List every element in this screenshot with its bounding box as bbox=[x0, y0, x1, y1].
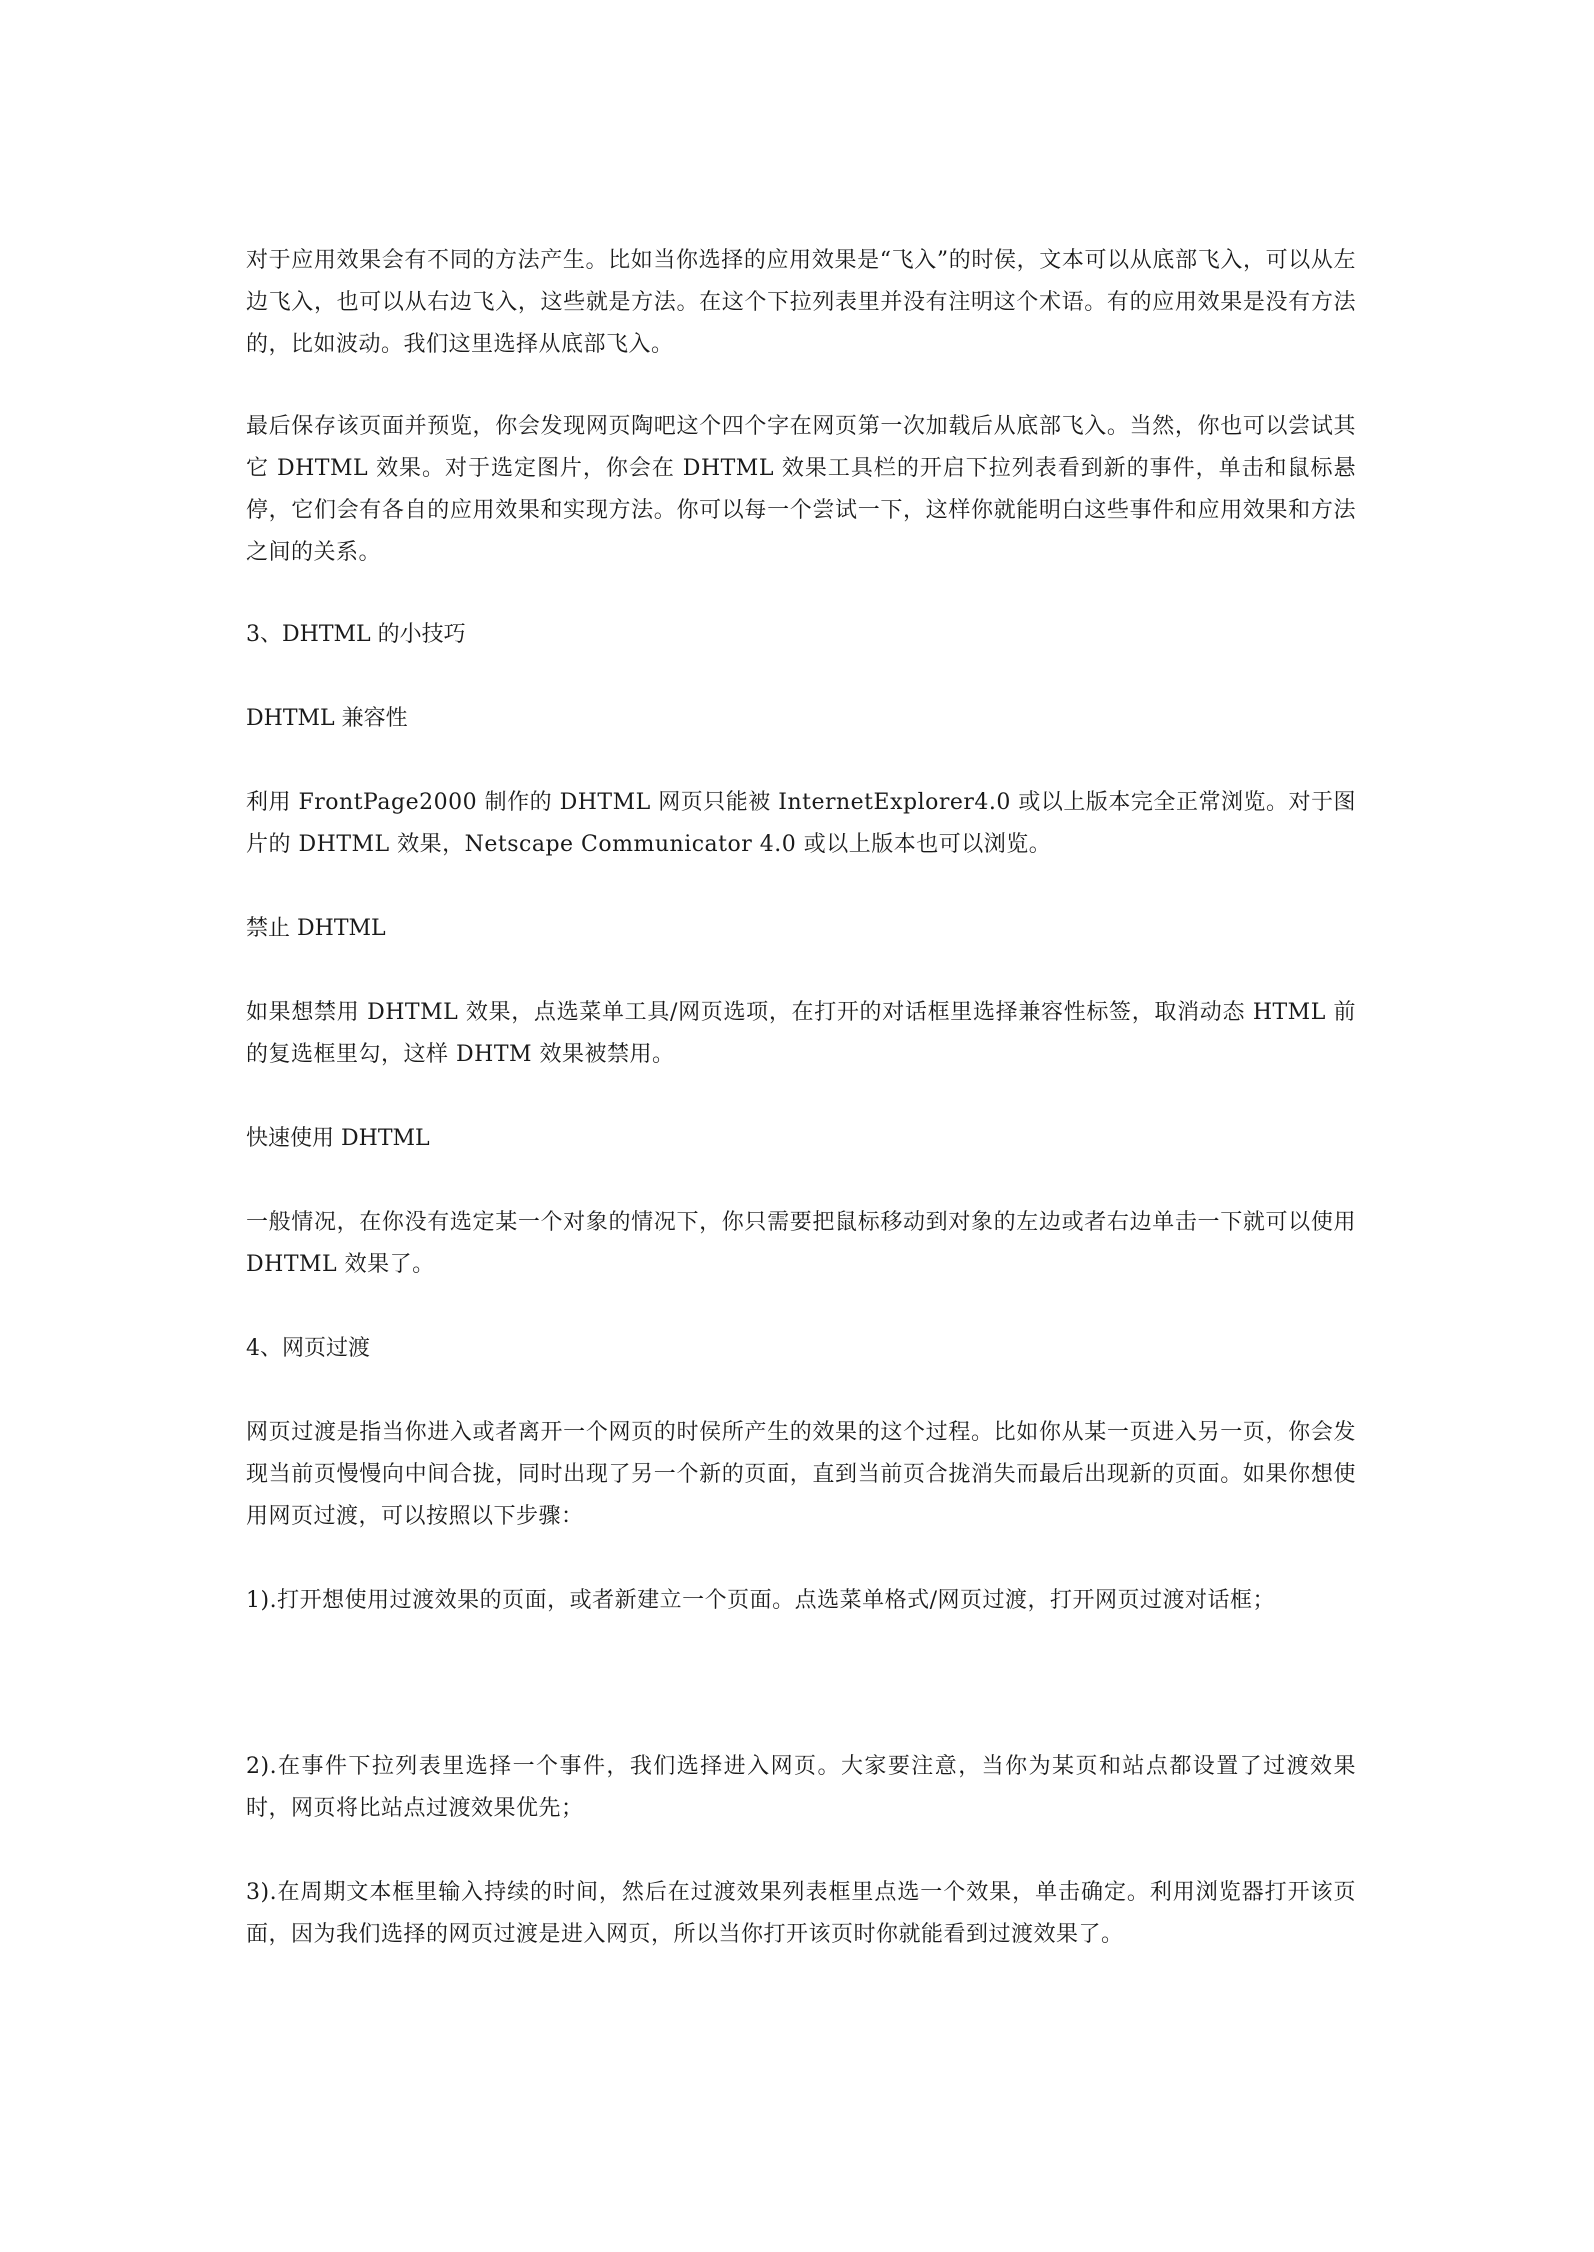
heading-dhtml-tips: 3、DHTML 的小技巧 bbox=[246, 622, 466, 647]
paragraph-quick-dhtml: 一般情况，在你没有选定某一个对象的情况下，你只需要把鼠标移动到对象的左边或者右边单击一下就可以使用 DHTML 效果了。 bbox=[246, 1210, 1356, 1277]
paragraph-disable-dhtml: 如果想禁用 DHTML 效果，点选菜单工具/网页选项，在打开的对话框里选择兼容性标签，取消动态 HTML 前的复选框里勾，这样 DHTM 效果被禁用。 bbox=[246, 1000, 1356, 1067]
heading-disable-dhtml: 禁止 DHTML bbox=[246, 916, 386, 941]
document-body bbox=[246, 240, 1356, 1956]
heading-dhtml-compat: DHTML 兼容性 bbox=[246, 706, 408, 731]
heading-quick-dhtml: 快速使用 DHTML bbox=[246, 1126, 430, 1151]
paragraph-step-2: 2).在事件下拉列表里选择一个事件，我们选择进入网页。大家要注意，当你为某页和站点都设置了过渡效果时，网页将比站点过渡效果优先； bbox=[246, 1754, 1356, 1821]
paragraph-step-1: 1).打开想使用过渡效果的页面，或者新建立一个页面。点选菜单格式/网页过渡，打开网页过渡对话框； bbox=[246, 1588, 1275, 1613]
paragraph-save-preview: 最后保存该页面并预览，你会发现网页陶吧这个四个字在网页第一次加载后从底部飞入。当然，你也可以尝试其它 DHTML 效果。对于选定图片，你会在 DHTML 效果工具栏的开启下拉列表看到新的事件，单击和鼠标悬停，它们会有各自的应用效果和实现方法。你可以每一个尝试一下，这样你就能明白这些事件和应用效果和方法之间的关系。 bbox=[246, 414, 1356, 565]
paragraph-step-3: 3).在周期文本框里输入持续的时间，然后在过渡效果列表框里点选一个效果，单击确定。利用浏览器打开该页面，因为我们选择的网页过渡是进入网页，所以当你打开该页时你就能看到过渡效果了。 bbox=[246, 1880, 1356, 1947]
heading-page-transition: 4、网页过渡 bbox=[246, 1336, 370, 1361]
paragraph-page-transition: 网页过渡是指当你进入或者离开一个网页的时侯所产生的效果的这个过程。比如你从某一页进入另一页，你会发现当前页慢慢向中间合拢，同时出现了另一个新的页面，直到当前页合拢消失而最后出现新的页面。如果你想使用网页过渡，可以按照以下步骤： bbox=[246, 1420, 1356, 1529]
paragraph-dhtml-compat: 利用 FrontPage2000 制作的 DHTML 网页只能被 InternetExplorer4.0 或以上版本完全正常浏览。对于图片的 DHTML 效果，Netscape Communicator 4.0 或以上版本也可以浏览。 bbox=[246, 790, 1356, 857]
paragraph-effect-methods: 对于应用效果会有不同的方法产生。比如当你选择的应用效果是“飞入”的时侯，文本可以从底部飞入，可以从左边飞入，也可以从右边飞入，这些就是方法。在这个下拉列表里并没有注明这个术语。有的应用效果是没有方法的，比如波动。我们这里选择从底部飞入。 bbox=[246, 248, 1356, 357]
